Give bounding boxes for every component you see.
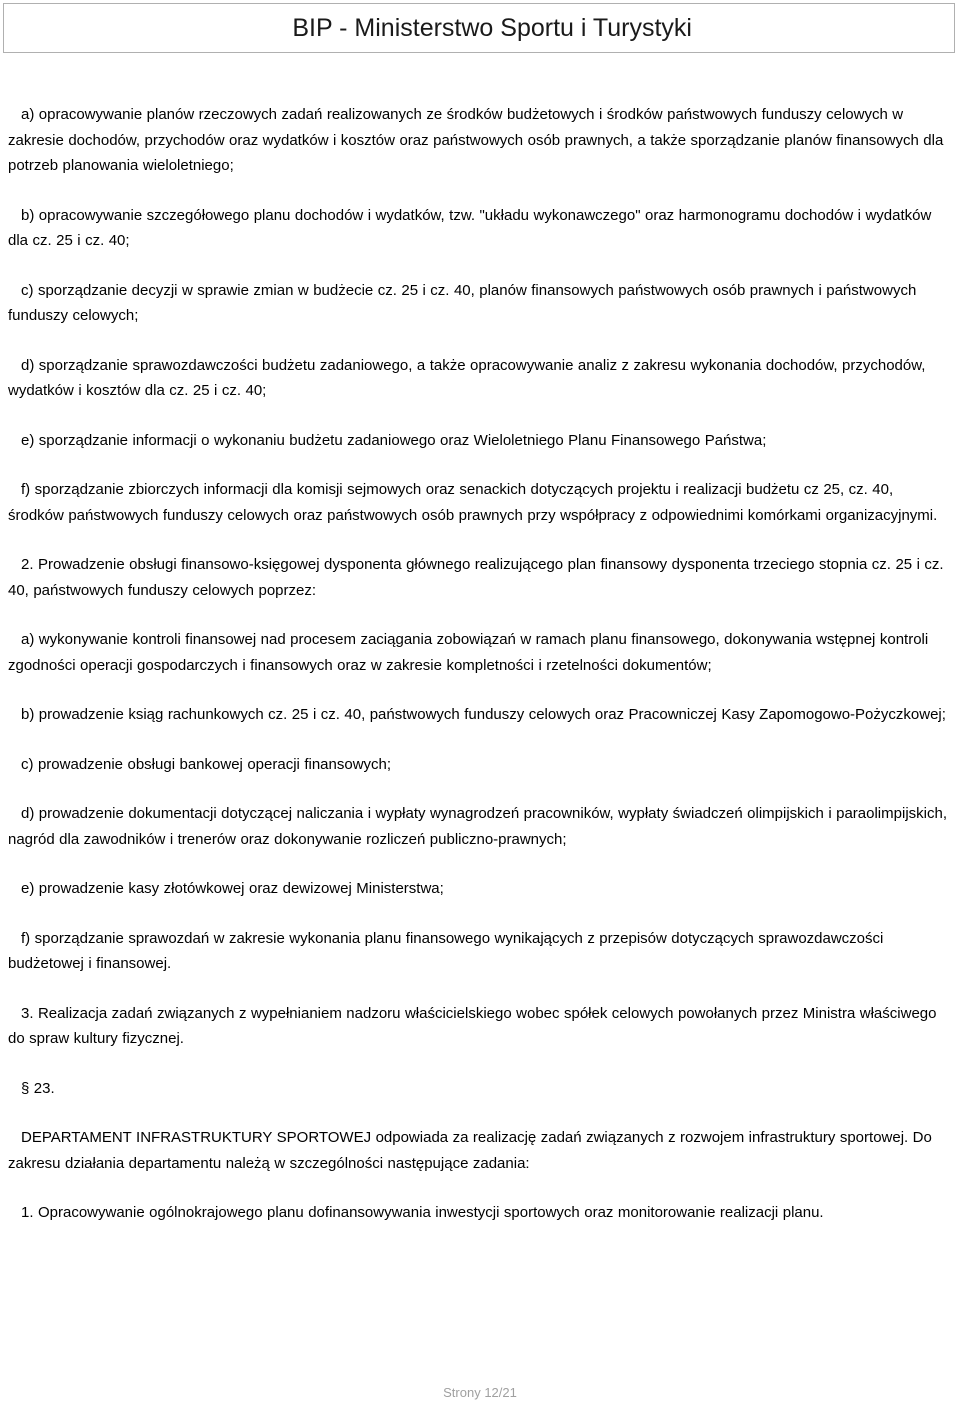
paragraph-item-f: f) sporządzanie zbiorczych informacji dla komisji sejmowych oraz senackich dotyczących projektu i realizacji budżetu cz 25, cz. 40, środków państwowych funduszy celowych oraz państwowych osób prawnych przy współpracy z odpowiednimi komórkami organizacyjnymi. bbox=[8, 481, 938, 524]
site-title: BIP - Ministerstwo Sportu i Turystyki bbox=[292, 14, 692, 42]
paragraph-point-1: 1. Opracowywanie ogólnokrajowego planu dofinansowywania inwestycji sportowych oraz monitorowanie realizacji planu. bbox=[21, 1204, 824, 1221]
paragraph-point-3: 3. Realizacja zadań związanych z wypełnianiem nadzoru właścicielskiego wobec spółek celowych powołanych przez Ministra właściwego do spraw kultury fizycznej. bbox=[8, 1004, 937, 1047]
paragraph-item-f: f) sporządzanie sprawozdań w zakresie wykonania planu finansowego wynikających z przepisów dotyczących sprawozdawczości budżetowej i finansowej. bbox=[8, 929, 884, 972]
paragraph-item-e: e) sporządzanie informacji o wykonaniu budżetu zadaniowego oraz Wieloletniego Planu Finansowego Państwa; bbox=[21, 431, 767, 449]
paragraph-item-b: b) prowadzenie ksiąg rachunkowych cz. 25 i cz. 40, państwowych funduszy celowych oraz Pracowniczej Kasy Zapomogowo-Pożyczkowej; bbox=[21, 706, 946, 723]
paragraph-item-a: a) wykonywanie kontroli finansowej nad procesem zaciągania zobowiązań w ramach planu finansowego, dokonywania wstępnej kontroli zgodności operacji gospodarczych i finansowych oraz w zakresie kompletności i rzetelności dokumentów; bbox=[8, 631, 929, 674]
paragraph-department-intro: DEPARTAMENT INFRASTRUKTURY SPORTOWEJ odpowiada za realizację zadań związanych z rozwojem infrastruktury sportowej. Do zakresu działania departamentu należą w szczególności następujące zadania: bbox=[8, 1129, 932, 1172]
section-heading: § 23. bbox=[21, 1079, 55, 1097]
paragraph-item-a: a) opracowywanie planów rzeczowych zadań realizowanych ze środków budżetowych i środków państwowych funduszy celowych w zakresie dochodów, przychodów oraz wydatków i kosztów oraz państwowych osób prawnych, a także sporządzanie planów finansowych dla potrzeb planowania wieloletniego; bbox=[8, 106, 944, 174]
page-header bbox=[3, 3, 955, 53]
paragraph-item-d: d) sporządzanie sprawozdawczości budżetu zadaniowego, a także opracowywanie analiz z zakresu wykonania dochodów, przychodów, wydatków i kosztów dla cz. 25 i cz. 40; bbox=[8, 356, 926, 399]
paragraph-point-2: 2. Prowadzenie obsługi finansowo-księgowej dysponenta głównego realizującego plan finansowy dysponenta trzeciego stopnia cz. 25 i cz. 40, państwowych funduszy celowych poprzez: bbox=[8, 556, 944, 599]
paragraph-item-c: c) prowadzenie obsługi bankowej operacji finansowych; bbox=[21, 755, 392, 773]
paragraph-item-e: e) prowadzenie kasy złotówkowej oraz dewizowej Ministerstwa; bbox=[21, 880, 444, 897]
page-number: Strony 12/21 bbox=[443, 1385, 517, 1400]
paragraph-item-c: c) sporządzanie decyzji w sprawie zmian w budżecie cz. 25 i cz. 40, planów finansowych państwowych osób prawnych i państwowych funduszy celowych; bbox=[8, 281, 917, 324]
paragraph-item-b: b) opracowywanie szczegółowego planu dochodów i wydatków, tzw. "układu wykonawczego" oraz harmonogramu dochodów i wydatków dla cz. 25 i cz. 40; bbox=[8, 206, 932, 249]
paragraph-item-d: d) prowadzenie dokumentacji dotyczącej naliczania i wypłaty wynagrodzeń pracowników, wypłaty świadczeń olimpijskich i paraolimpijskich, nagród dla zawodników i trenerów oraz dokonywanie rozliczeń publiczno-prawnych; bbox=[8, 805, 947, 848]
document-body bbox=[8, 102, 948, 1250]
